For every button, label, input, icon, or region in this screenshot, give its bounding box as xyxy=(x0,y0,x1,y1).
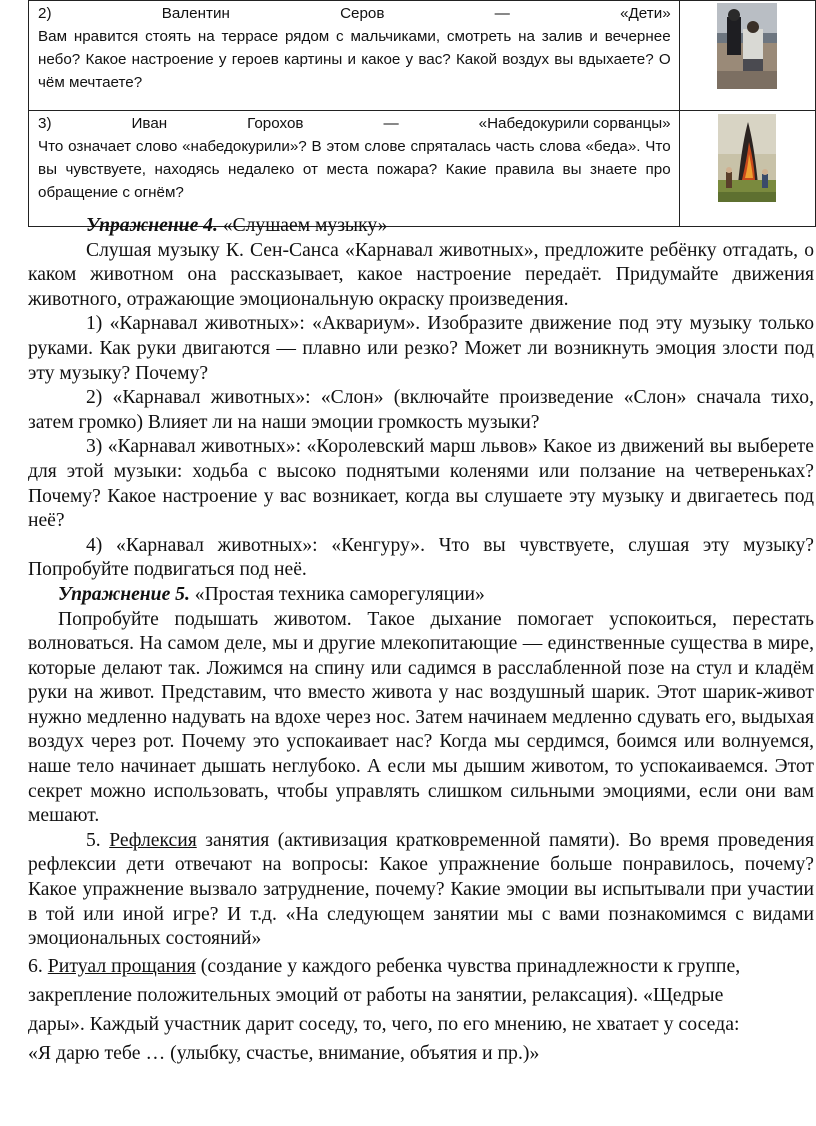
exercise-4-title: «Слушаем музыку» xyxy=(217,215,388,236)
painting-question: Что означает слово «набедокурили»? В этом слове спряталась часть слова «беда». Что вы чувствуете, находясь недалеко от места пожара? Какие правила вы знаете про обращение с огнём? xyxy=(38,138,671,201)
exercise-4-intro: Слушая музыку К. Сен-Санса «Карнавал животных», предложите ребёнку отгадать, о каком животном она рассказывает, какое настроение передаёт. Придумайте движения животного, отражающие эмоциональную окраску произведения. xyxy=(28,239,814,310)
painting-title: «Набедокурили сорванцы» xyxy=(478,115,671,132)
exercise-4-item: 3) «Карнавал животных»: «Королевский марш львов» Какое из движений вы выберете для этой музыки: ходьба с высоко поднятыми коленями или ползание на четвереньках? Почему? Какое настроение у вас возникает, когда вы слушаете эту музыку и двигаетесь под неё? xyxy=(28,436,814,532)
painting-question: Вам нравится стоять на террасе рядом с мальчиками, смотреть на залив и вечернее небо? Какое настроение у героев картины и какое у вас? Какой воздух вы вдыхаете? О чём мечтаете? xyxy=(38,28,671,91)
painting-mischief-image xyxy=(717,114,777,202)
paintings-table xyxy=(28,0,816,227)
exercise-4-heading xyxy=(28,214,814,239)
painting-children-image xyxy=(717,3,777,89)
table-row xyxy=(29,1,816,111)
row-number: 3) xyxy=(38,115,52,132)
table-cell-image xyxy=(679,1,815,111)
painting-title: «Дети» xyxy=(620,5,671,22)
exercise-5-heading xyxy=(28,583,814,608)
farewell-line xyxy=(28,952,814,981)
dash: — xyxy=(383,115,399,132)
painting-header xyxy=(38,112,671,135)
farewell-line: «Я дарю тебе … (улыбку, счастье, внимание, объятия и пр.)» xyxy=(28,1041,540,1064)
exercise-4-item: 1) «Карнавал животных»: «Аквариум». Изобразите движение под эту музыку только руками. Как руки двигаются — плавно или резко? Может ли возникнуть эмоция злости под эту музыку? Почему? xyxy=(28,313,814,384)
author-first-name: Валентин xyxy=(161,5,230,22)
reflection-number: 5. xyxy=(86,829,110,851)
farewell-text: (создание у каждого ребенка чувства принадлежности к группе, xyxy=(195,954,741,977)
painting-header xyxy=(38,2,671,25)
table-row xyxy=(29,111,816,227)
reflection-text: занятия (активизация кратковременной памяти). Во время проведения рефлексии дети отвечают на вопросы: Какое упражнение больше понравилось, почему? Какое упражнение вызвало затруднение, почему? Какие эмоции вы испытывали при участии в той или иной игре? И т.д. «На следующем занятии мы с вами познакомимся с видами эмоциональных состояний» xyxy=(28,829,814,950)
author-first-name: Иван xyxy=(131,115,168,132)
exercise-4-label: Упражнение 4. xyxy=(86,215,218,236)
dash: — xyxy=(494,5,510,22)
author-last-name: Горохов xyxy=(247,115,304,132)
farewell-line: закрепление положительных эмоций от работы на занятии, релаксация). «Щедрые xyxy=(28,983,724,1006)
farewell-line: дары». Каждый участник дарит соседу, то, чего, по его мнению, не хватает у соседа: xyxy=(28,1012,740,1035)
reflection-paragraph xyxy=(28,829,814,952)
exercise-5-text: Попробуйте подышать животом. Такое дыхание помогает успокоиться, перестать волноваться. На самом деле, мы и другие млекопитающие — единственные существа в мире, которые делают так. Ложимся на спину или садимся в расслабленной позе на стул и кладём руки на живот. Представим, что вместо живота у нас воздушный шарик. Этот шарик-живот нужно медленно надувать на вдохе через нос. Затем начинаем медленно сдувать его, выдыхая воздух через рот. Почему это успокаивает нас? Когда мы сердимся, боимся или волнуемся, наше тело начинает дышать неглубоко. А если мы дышим животом, то успокаиваемся. Этот секрет можно использовать, чтобы управлять слишком сильными эмоциями, если они вам мешают. xyxy=(28,608,814,827)
table-cell-text xyxy=(29,111,680,227)
exercise-5-label: Упражнение 5. xyxy=(58,583,190,605)
author-last-name: Серов xyxy=(340,5,385,22)
reflection-term: Рефлексия xyxy=(109,829,197,851)
farewell-number: 6. xyxy=(28,954,48,977)
exercise-4-item: 2) «Карнавал животных»: «Слон» (включайте произведение «Слон» сначала тихо, затем громко) Влияет ли на наши эмоции громкость музыки? xyxy=(28,387,814,433)
table-cell-image xyxy=(679,111,815,227)
row-number: 2) xyxy=(38,5,52,22)
farewell-term: Ритуал прощания xyxy=(47,954,196,977)
main-text xyxy=(28,214,814,1068)
exercise-4-item: 4) «Карнавал животных»: «Кенгуру». Что вы чувствуете, слушая эту музыку? Попробуйте подвигаться под неё. xyxy=(28,534,814,581)
exercise-5-title: «Простая техника саморегуляции» xyxy=(189,583,485,605)
table-cell-text xyxy=(29,1,680,111)
farewell-paragraph xyxy=(28,952,814,1068)
